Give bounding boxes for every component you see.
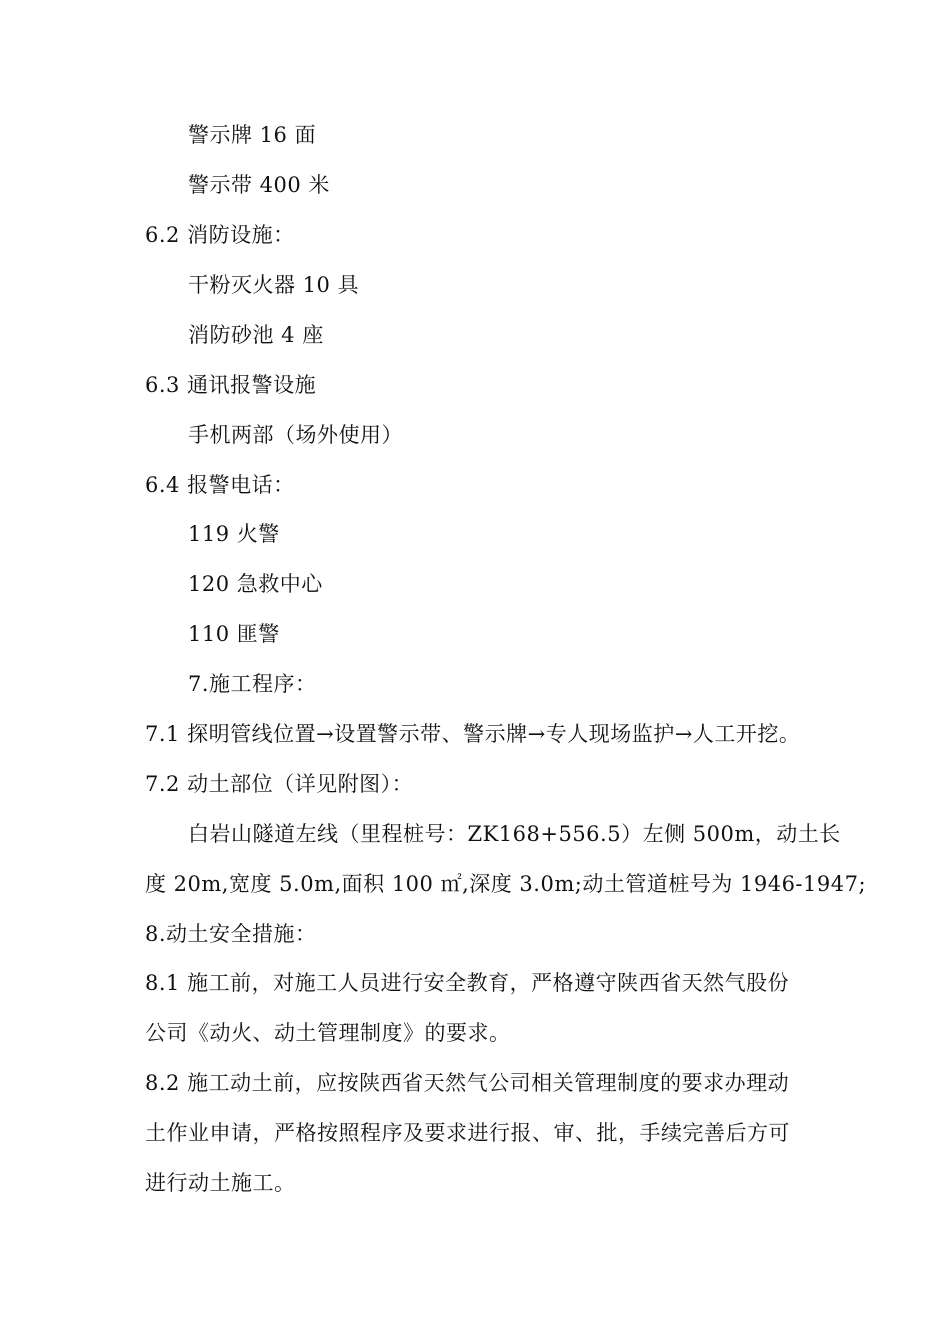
item-warning-signs: 警示牌 16 面 — [188, 123, 317, 147]
heading-8: 8.动土安全措施： — [145, 922, 317, 946]
paragraph-8-1-line-1: 8.1 施工前，对施工人员进行安全教育，严格遵守陕西省天然气股份 — [145, 971, 790, 995]
item-warning-tape: 警示带 400 米 — [188, 173, 330, 197]
item-extinguishers: 干粉灭火器 10 具 — [188, 273, 360, 297]
heading-6-3: 6.3 通讯报警设施 — [145, 373, 317, 397]
paragraph-7-1: 7.1 探明管线位置→设置警示带、警示牌→专人现场监护→人工开挖。 — [145, 722, 801, 746]
heading-7-2: 7.2 动土部位（详见附图）： — [145, 772, 414, 796]
item-phone-119: 119 火警 — [188, 522, 280, 546]
paragraph-location-line-1: 白岩山隧道左线（里程桩号：ZK168+556.5）左侧 500m，动土长 — [188, 822, 841, 846]
item-phone-110: 110 匪警 — [188, 622, 280, 646]
heading-7: 7.施工程序： — [188, 672, 317, 696]
paragraph-location-line-2: 度 20m,宽度 5.0m,面积 100 ㎡,深度 3.0m;动土管道桩号为 1946-1947; — [145, 872, 867, 896]
paragraph-8-1-line-2: 公司《动火、动土管理制度》的要求。 — [145, 1021, 511, 1045]
paragraph-8-2-line-1: 8.2 施工动土前，应按陕西省天然气公司相关管理制度的要求办理动 — [145, 1071, 790, 1095]
paragraph-8-2-line-2: 土作业申请，严格按照程序及要求进行报、审、批，手续完善后方可 — [145, 1121, 790, 1145]
item-sand-pools: 消防砂池 4 座 — [188, 323, 324, 347]
heading-6-4: 6.4 报警电话： — [145, 473, 295, 497]
item-phones: 手机两部（场外使用） — [188, 423, 403, 447]
paragraph-8-2-line-3: 进行动土施工。 — [145, 1171, 296, 1195]
item-phone-120: 120 急救中心 — [188, 572, 323, 596]
heading-6-2: 6.2 消防设施： — [145, 223, 295, 247]
